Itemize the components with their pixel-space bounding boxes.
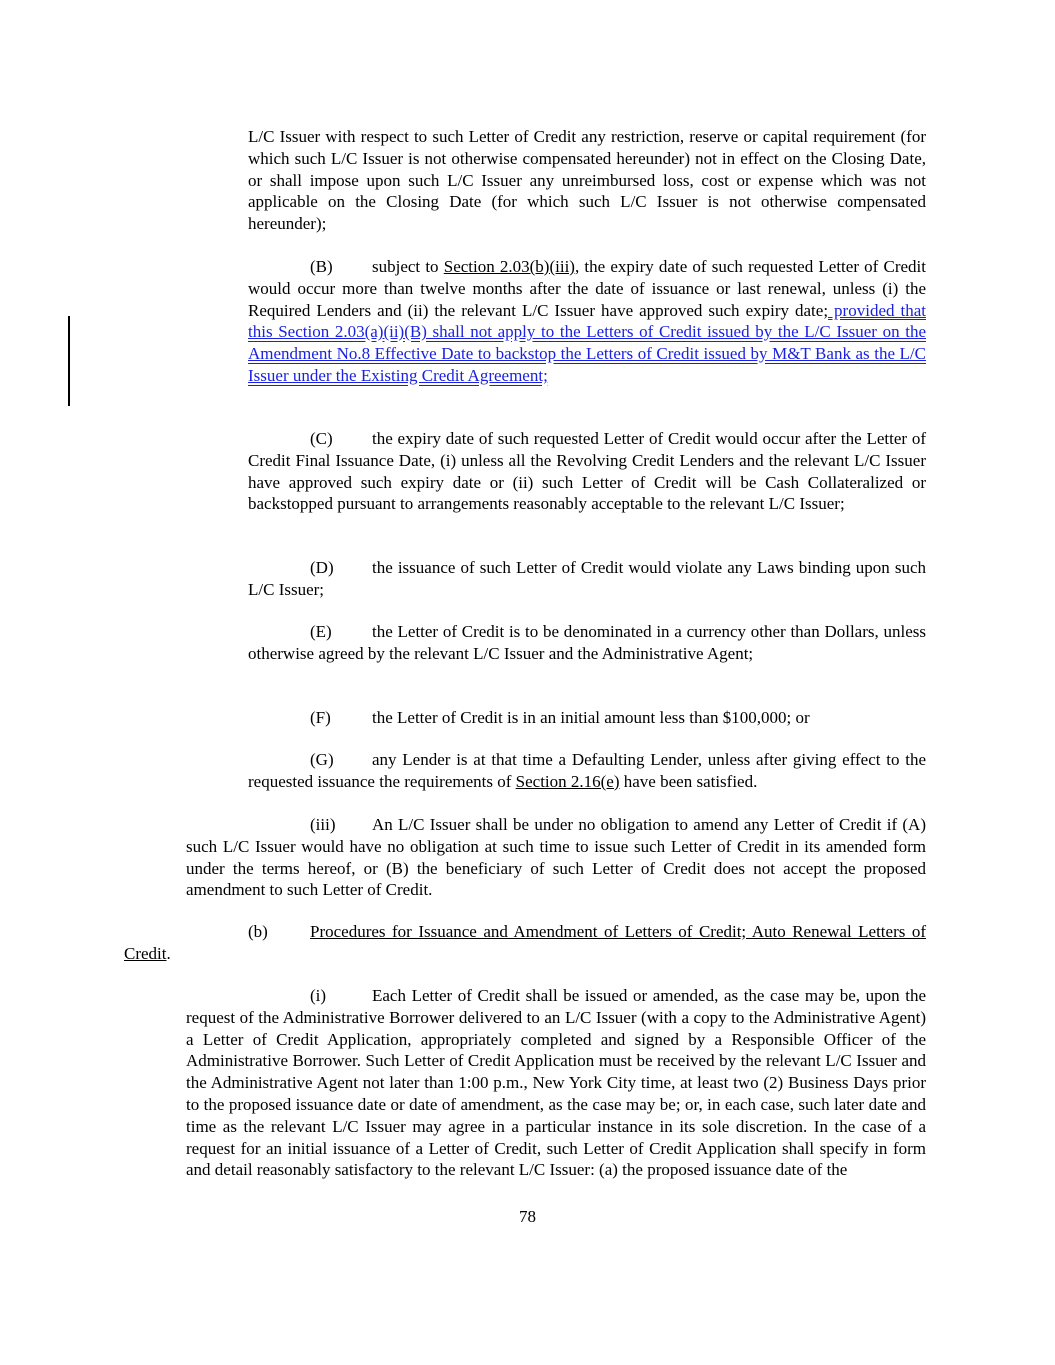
clause-B-text: , the expiry date of such requested Letter of Credit would occur more than twelve months after the date of issuance or last renewal, unless (i) the Required Lenders and (ii) the relevant L/C Issuer have approved such expiry date; xyxy=(248,257,926,320)
clause-F-text: the Letter of Credit is in an initial amount less than $100,000; or xyxy=(372,708,810,727)
clause-C-label: (C) xyxy=(310,429,333,448)
section-ref-2-03-b-iii[interactable]: Section 2.03(b)(iii) xyxy=(443,257,575,276)
section-b-heading: Procedures for Issuance and Amendment of Letters of Credit; Auto Renewal Letters of Credit xyxy=(124,922,926,963)
section-b-post: . xyxy=(166,943,171,963)
clause-F xyxy=(248,707,926,729)
clause-iii-text: An L/C Issuer shall be under no obligation to amend any Letter of Credit if (A) such L/C Issuer would have no obligation at such time to issue such Letter of Credit in its amended form under the terms hereof, or (B) the beneficiary of such Letter of Credit does not accept the proposed amendment to such Letter of Credit. xyxy=(186,815,926,900)
clause-G-post: have been satisfied. xyxy=(619,771,758,791)
clause-B-label: (B) xyxy=(310,257,333,276)
clause-G-pre: any Lender is at that time a Defaulting Lender, unless after giving effect to the requested issuance the requirements of xyxy=(248,750,926,791)
clause-D-label: (D) xyxy=(310,558,334,577)
section-ref-2-16-e[interactable]: Section 2.16(e) xyxy=(515,771,620,791)
clause-D-text: the issuance of such Letter of Credit would violate any Laws binding upon such L/C Issuer; xyxy=(248,558,926,599)
clause-B-pre: subject to xyxy=(372,257,444,276)
clause-E-text: the Letter of Credit is to be denominated in a currency other than Dollars, unless otherwise agreed by the relevant L/C Issuer and the Administrative Agent; xyxy=(248,622,926,663)
page-number: 78 xyxy=(519,1207,536,1226)
clause-B xyxy=(248,256,926,387)
clause-iii xyxy=(186,814,926,901)
clause-C-text: the expiry date of such requested Letter of Credit would occur after the Letter of Credit Final Issuance Date, (i) unless all the Revolving Credit Lenders and the relevant L/C Issuer have approved such expiry date or (ii) such Letter of Credit will be Cash Collateralized or backstopped pursuant to arrangements reasonably acceptable to the relevant L/C Issuer; xyxy=(248,429,926,514)
clause-iii-label: (iii) xyxy=(310,815,336,834)
clause-i-text: Each Letter of Credit shall be issued or amended, as the case may be, upon the request of the Administrative Borrower delivered to an L/C Issuer (with a copy to the Administrative Agent) a Letter of Credit Application, appropriately completed and signed by a Responsible Officer of the Administrative Borrower. Such Letter of Credit Application must be received by the relevant L/C Issuer and the Administrative Agent not later than 1:00 p.m., New York City time, at least two (2) Business Days prior to the proposed issuance date or date of amendment, as the case may be; or, in each case, such later date and time as the relevant L/C Issuer may agree in a particular instance in its sole discretion. In the case of a request for an initial issuance of a Letter of Credit, such Letter of Credit Application shall specify in form and detail reasonably satisfactory to the relevant L/C Issuer: (a) the proposed issuance date of the xyxy=(186,986,926,1180)
paragraph-continuation: L/C Issuer with respect to such Letter of Credit any restriction, reserve or capital requirement (for which such L/C Issuer is not otherwise compensated hereunder) not in effect on the Closing Date, or shall impose upon such L/C Issuer any unreimbursed loss, cost or expense which was not applicable on the Closing Date (for which such L/C Issuer is not otherwise compensated hereunder); xyxy=(248,127,926,234)
clause-F-label: (F) xyxy=(310,708,331,727)
section-b-label: (b) xyxy=(248,922,268,941)
clause-D xyxy=(248,557,926,601)
clause-G-label: (G) xyxy=(310,750,334,769)
inserted-text: provided that this Section 2.03(a)(ii)(B) shall not apply to the Letters of Credit issued by the L/C Issuer on the Amendment No.8 Effective Date to backstop the Letters of Credit issued by M&T Bank as the L/C Issuer under the Existing Credit Agreement; xyxy=(248,300,926,385)
clause-i-label: (i) xyxy=(310,986,327,1005)
clause-G xyxy=(248,749,926,793)
clause-E xyxy=(248,621,926,665)
section-b xyxy=(124,921,926,965)
clause-C xyxy=(248,428,926,515)
clause-i xyxy=(186,985,926,1181)
clause-E-label: (E) xyxy=(310,622,332,641)
change-bar xyxy=(68,316,70,406)
